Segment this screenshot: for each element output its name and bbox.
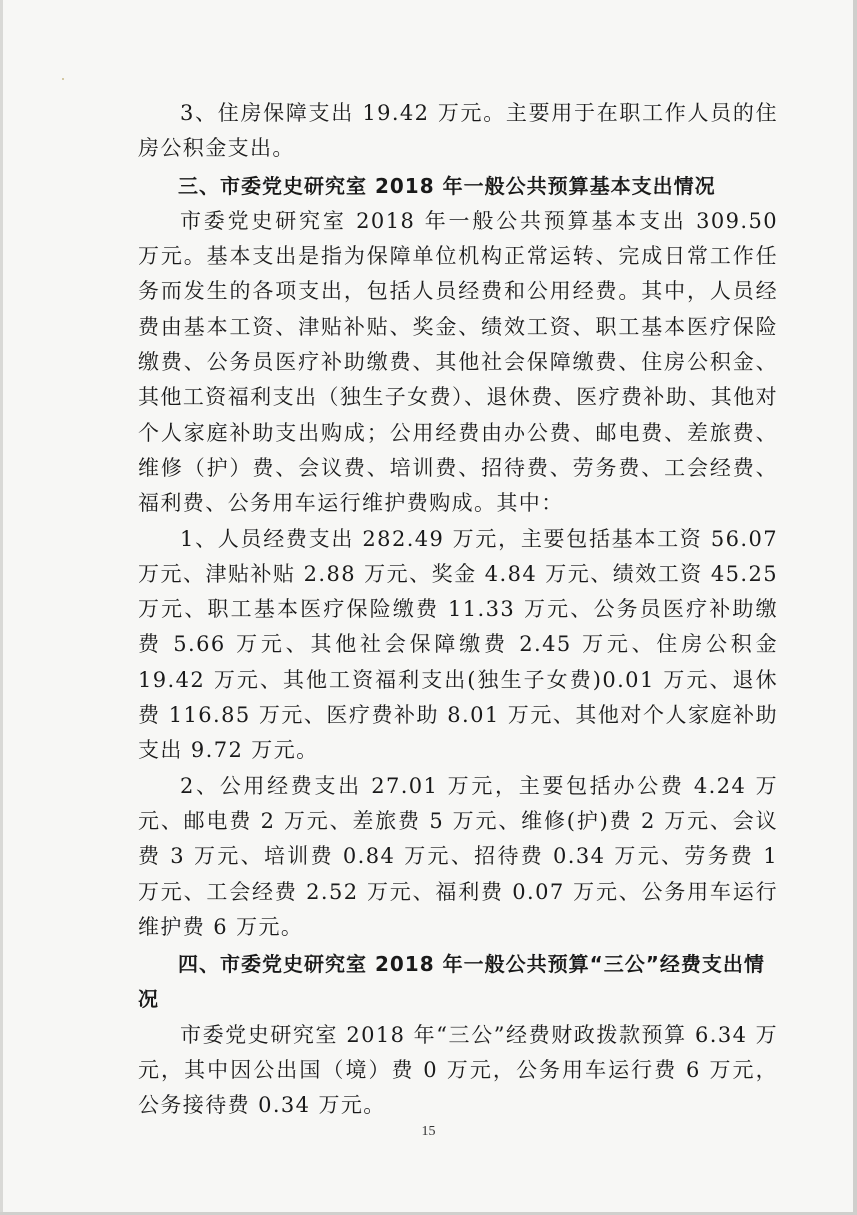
page-number: 15 [421, 1124, 436, 1139]
paragraph-basic-expenditure-overview: 市委党史研究室 2018 年一般公共预算基本支出 309.50 万元。基本支出是指为保障单位机构正常运转、完成日常工作任务而发生的各项支出，包括人员经费和公用经费。其中，人员经费由基本工资、津贴补贴、奖金、绩效工资、职工基本医疗保险缴费、公务员医疗补助缴费、其他社会保障缴费、住房公积金、其他工资福利支出（独生子女费）、退休费、医疗费补助、其他对个人家庭补助支出购成；公用经费由办公费、邮电费、差旅费、维修（护）费、会议费、培训费、招待费、劳务费、工会经费、福利费、公务用车运行维护费购成。其中： [138, 208, 778, 516]
document-body [138, 96, 778, 1124]
heading-basic-expenditure: 三、市委党史研究室 2018 年一般公共预算基本支出情况 [178, 173, 716, 198]
heading-three-public-expenses: 四、市委党史研究室 2018 年一般公共预算“三公”经费支出情况 [138, 952, 765, 1012]
paragraph-three-public-expenses: 市委党史研究室 2018 年“三公”经费财政拨款预算 6.34 万元，其中因公出国（境）费 0 万元，公务用车运行费 6 万元，公务接待费 0.34 万元。 [138, 1022, 778, 1118]
scan-speck [62, 78, 64, 80]
paragraph-public-expenditure: 2、公用经费支出 27.01 万元，主要包括办公费 4.24 万元、邮电费 2 万元、差旅费 5 万元、维修(护)费 2 万元、会议费 3 万元、培训费 0.84 万元、招待费 0.34 万元、劳务费 1 万元、工会经费 2.52 万元、福利费 0.07 万元、公务用车运行维护费 6 万元。 [138, 773, 778, 939]
paragraph-personnel-expenditure: 1、人员经费支出 282.49 万元，主要包括基本工资 56.07 万元、津贴补贴 2.88 万元、奖金 4.84 万元、绩效工资 45.25 万元、职工基本医疗保险缴费 11.33 万元、公务员医疗补助缴费 5.66 万元、其他社会保障缴费 2.45 万元、住房公积金 19.42 万元、其他工资福利支出(独生子女费)0.01 万元、退休费 116.85 万元、医疗费补助 8.01 万元、其他对个人家庭补助支出 9.72 万元。 [138, 526, 778, 763]
paragraph-housing-expenditure: 3、住房保障支出 19.42 万元。主要用于在职工作人员的住房公积金支出。 [138, 101, 778, 161]
page-edge-left [0, 0, 3, 1215]
page-edge-right [853, 0, 857, 1215]
